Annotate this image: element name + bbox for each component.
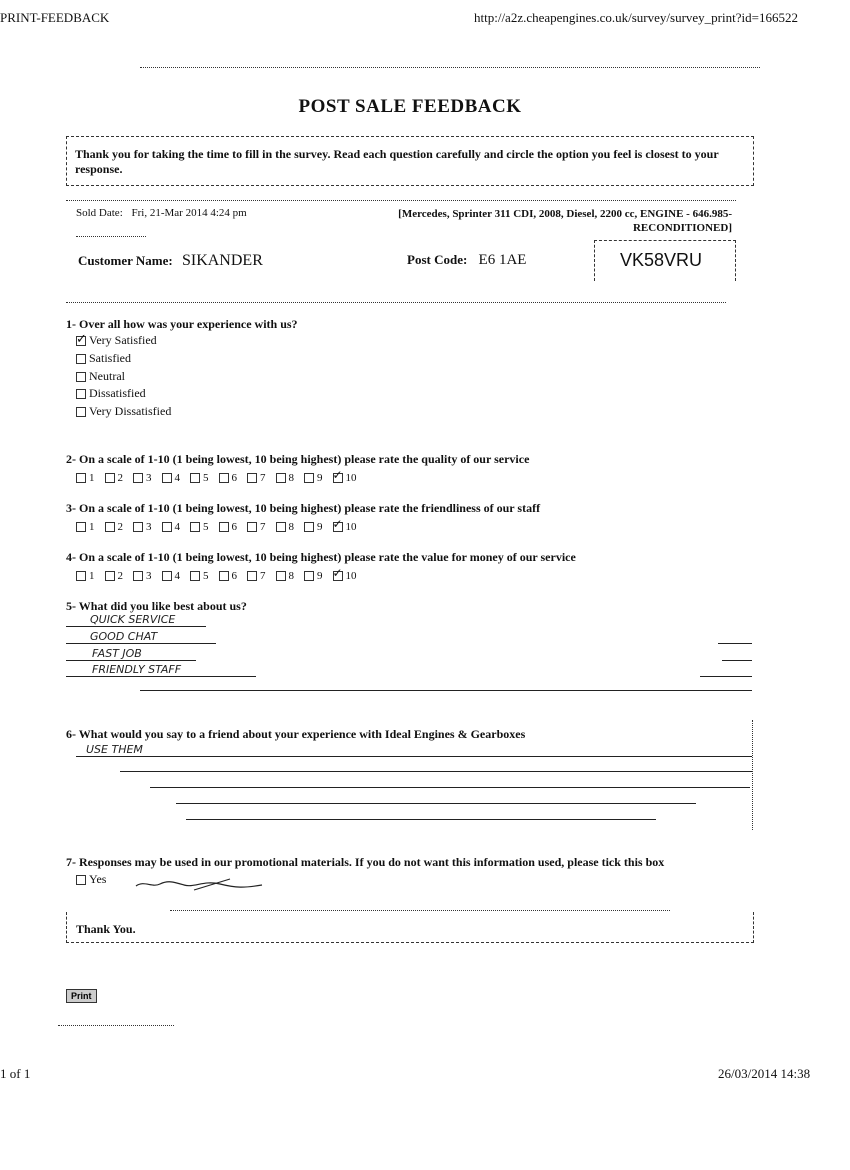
postcode-value: E6 1AE <box>478 252 527 268</box>
q1-option-very-dissatisfied[interactable] <box>76 404 171 419</box>
checkbox[interactable] <box>332 566 343 581</box>
scale-label: 10 <box>345 570 357 582</box>
answer-line <box>66 660 196 661</box>
answer-line <box>120 771 752 772</box>
scale-label: 6 <box>231 521 237 533</box>
scale-label: 9 <box>317 472 323 484</box>
q5-answer-line: FAST JOB <box>92 647 142 660</box>
scale-option-selected[interactable] <box>332 468 357 484</box>
divider <box>66 200 736 201</box>
answer-line <box>150 787 750 788</box>
checkbox[interactable] <box>76 389 86 399</box>
q3-scale <box>76 517 367 535</box>
scale-option[interactable] <box>76 521 95 533</box>
checkbox[interactable] <box>276 522 286 532</box>
checkbox[interactable] <box>133 571 143 581</box>
divider <box>752 720 753 830</box>
checkbox[interactable] <box>76 331 87 347</box>
checkbox[interactable] <box>304 522 314 532</box>
scale-label: 3 <box>146 472 152 484</box>
checkbox[interactable] <box>133 473 143 483</box>
scale-option[interactable] <box>219 570 238 582</box>
question-4: 4- On a scale of 1-10 (1 being lowest, 10 being highest) please rate the value for money of our service <box>66 550 576 564</box>
scale-option[interactable] <box>276 570 295 582</box>
checkbox[interactable] <box>76 372 86 382</box>
q5-answer-line: FRIENDLY STAFF <box>92 663 182 676</box>
scale-option[interactable] <box>276 521 295 533</box>
scale-option[interactable] <box>219 521 238 533</box>
scale-option[interactable] <box>304 521 323 533</box>
vehicle-line: [Mercedes, Sprinter 311 CDI, 2008, Diesel, 2200 cc, ENGINE - 646.985- <box>398 208 732 220</box>
postcode-label: Post Code: <box>407 252 468 267</box>
scale-option[interactable] <box>105 521 124 533</box>
scale-option[interactable] <box>162 472 181 484</box>
q6-answer: USE THEM <box>86 743 143 756</box>
checkbox[interactable] <box>304 571 314 581</box>
divider <box>66 302 726 303</box>
question-6: 6- What would you say to a friend about your experience with Ideal Engines & Gearboxes <box>66 727 526 741</box>
print-button[interactable]: Print <box>66 989 97 1003</box>
checkbox[interactable] <box>76 473 86 483</box>
checkbox[interactable] <box>162 522 172 532</box>
checkbox[interactable] <box>304 473 314 483</box>
checkbox[interactable] <box>76 571 86 581</box>
scale-label: 7 <box>260 570 266 582</box>
checkbox[interactable] <box>76 407 86 417</box>
scale-label: 8 <box>288 472 294 484</box>
scale-label: 8 <box>288 521 294 533</box>
scale-label: 7 <box>260 521 266 533</box>
option-label: Yes <box>89 872 107 886</box>
scale-label: 10 <box>345 472 357 484</box>
checkbox[interactable] <box>76 875 86 885</box>
scale-label: 1 <box>89 521 95 533</box>
divider <box>58 1025 174 1026</box>
answer-line <box>140 690 752 691</box>
q4-scale <box>76 566 367 584</box>
question-7: 7- Responses may be used in our promotional materials. If you do not want this information used, please tick this box <box>66 855 665 869</box>
q2-scale <box>76 468 367 486</box>
checkbox[interactable] <box>276 473 286 483</box>
checkbox[interactable] <box>76 354 86 364</box>
tick-mark-icon: ✓ <box>332 517 343 532</box>
checkbox[interactable] <box>219 473 229 483</box>
thank-you-box <box>66 912 754 943</box>
checkbox[interactable] <box>247 571 257 581</box>
answer-line <box>66 676 256 677</box>
checkbox[interactable] <box>190 473 200 483</box>
divider <box>170 910 670 911</box>
question-5: 5- What did you like best about us? <box>66 599 247 613</box>
answer-line <box>76 756 752 757</box>
scale-label: 6 <box>231 472 237 484</box>
sold-date <box>76 207 247 219</box>
scale-label: 4 <box>174 521 180 533</box>
q1-option-neutral[interactable] <box>76 369 125 384</box>
checkbox[interactable] <box>190 571 200 581</box>
scale-option[interactable] <box>276 472 295 484</box>
scale-option[interactable] <box>133 570 152 582</box>
scale-option[interactable] <box>190 472 209 484</box>
scale-label: 10 <box>345 521 357 533</box>
checkbox[interactable] <box>133 522 143 532</box>
scale-label: 4 <box>174 570 180 582</box>
option-label: Very Dissatisfied <box>89 404 172 418</box>
checkbox[interactable] <box>219 571 229 581</box>
intro-text: Thank you for taking the time to fill in the survey. Read each question carefully and circle the option you feel is closest to your response. <box>75 147 719 176</box>
answer-line <box>718 643 752 644</box>
option-label: Very Satisfied <box>89 333 157 347</box>
scale-label: 3 <box>146 570 152 582</box>
registration-value: VK58VRU <box>620 250 703 270</box>
checkbox[interactable] <box>247 522 257 532</box>
scale-option-selected[interactable] <box>332 566 357 582</box>
option-label: Neutral <box>89 369 125 383</box>
q5-answer-line: QUICK SERVICE <box>90 613 176 626</box>
scale-option[interactable] <box>247 472 266 484</box>
scale-label: 3 <box>146 521 152 533</box>
page-url: http://a2z.cheapengines.co.uk/survey/survey_print?id=166522 <box>474 10 798 25</box>
scale-option[interactable] <box>304 570 323 582</box>
q1-option-dissatisfied[interactable] <box>76 386 146 401</box>
q5-answer-line: GOOD CHAT <box>90 630 158 643</box>
question-2: 2- On a scale of 1-10 (1 being lowest, 10 being highest) please rate the quality of our service <box>66 452 530 466</box>
scale-label: 1 <box>89 570 95 582</box>
checkbox[interactable] <box>105 473 115 483</box>
checkbox[interactable] <box>247 473 257 483</box>
answer-line <box>722 660 752 661</box>
answer-line <box>66 643 216 644</box>
answer-line <box>66 626 206 627</box>
scale-label: 7 <box>260 472 266 484</box>
scale-label: 9 <box>317 521 323 533</box>
q7-option-yes[interactable] <box>76 872 106 887</box>
scale-label: 8 <box>288 570 294 582</box>
checkbox[interactable] <box>219 522 229 532</box>
tick-mark-icon: ✓ <box>76 331 87 347</box>
checkbox[interactable] <box>162 571 172 581</box>
scale-label: 5 <box>203 521 209 533</box>
checkbox[interactable] <box>190 522 200 532</box>
signature-icon <box>134 876 264 892</box>
q1-option-satisfied[interactable] <box>76 351 131 366</box>
answer-line <box>176 803 696 804</box>
print-datetime: 26/03/2014 14:38 <box>718 1066 811 1081</box>
tick-mark-icon: ✓ <box>332 566 343 581</box>
thank-you-text: Thank You. <box>76 922 136 936</box>
checkbox[interactable] <box>105 522 115 532</box>
question-1: 1- Over all how was your experience with us? <box>66 317 298 331</box>
option-label: Satisfied <box>89 351 131 365</box>
page-header-title: PRINT-FEEDBACK <box>0 10 110 25</box>
scale-label: 2 <box>117 570 123 582</box>
scale-label: 1 <box>89 472 95 484</box>
divider <box>76 236 146 237</box>
customer-name-value: SIKANDER <box>181 252 263 269</box>
customer-name-label: Customer Name: <box>78 253 173 268</box>
answer-line <box>186 819 656 820</box>
scale-option[interactable] <box>105 570 124 582</box>
scale-option[interactable] <box>219 472 238 484</box>
option-label: Dissatisfied <box>89 386 146 400</box>
q1-option-very-satisfied[interactable] <box>76 333 157 348</box>
print-button-wrap <box>66 986 97 1004</box>
scale-label: 4 <box>174 472 180 484</box>
sold-date-value: Fri, 21-Mar 2014 4:24 pm <box>131 207 247 219</box>
scale-option-selected[interactable] <box>332 517 357 533</box>
scale-option[interactable] <box>162 521 181 533</box>
scale-option[interactable] <box>190 521 209 533</box>
question-3: 3- On a scale of 1-10 (1 being lowest, 10 being highest) please rate the friendliness of our staff <box>66 501 541 515</box>
scale-option[interactable] <box>76 570 95 582</box>
scale-option[interactable] <box>133 472 152 484</box>
sold-date-label: Sold Date: <box>76 207 123 219</box>
checkbox[interactable] <box>332 468 343 483</box>
scale-label: 2 <box>117 472 123 484</box>
scale-label: 5 <box>203 570 209 582</box>
scale-option[interactable] <box>133 521 152 533</box>
scale-option[interactable] <box>304 472 323 484</box>
scale-label: 6 <box>231 570 237 582</box>
checkbox[interactable] <box>276 571 286 581</box>
checkbox[interactable] <box>332 517 343 532</box>
page-number: 1 of 1 <box>0 1066 31 1081</box>
checkbox[interactable] <box>76 522 86 532</box>
scale-option[interactable] <box>247 570 266 582</box>
page-title: POST SALE FEEDBACK <box>298 96 522 117</box>
scale-option[interactable] <box>105 472 124 484</box>
tick-mark-icon: ✓ <box>332 468 343 483</box>
vehicle-details <box>370 207 732 235</box>
scale-label: 9 <box>317 570 323 582</box>
customer-name-row <box>78 252 263 270</box>
scale-option[interactable] <box>76 472 95 484</box>
scale-option[interactable] <box>190 570 209 582</box>
scale-option[interactable] <box>247 521 266 533</box>
scale-label: 2 <box>117 521 123 533</box>
vehicle-line: RECONDITIONED] <box>632 222 732 234</box>
scale-label: 5 <box>203 472 209 484</box>
scale-option[interactable] <box>162 570 181 582</box>
divider <box>140 67 760 68</box>
postcode-row <box>407 252 526 269</box>
checkbox[interactable] <box>105 571 115 581</box>
answer-line <box>700 676 752 677</box>
checkbox[interactable] <box>162 473 172 483</box>
